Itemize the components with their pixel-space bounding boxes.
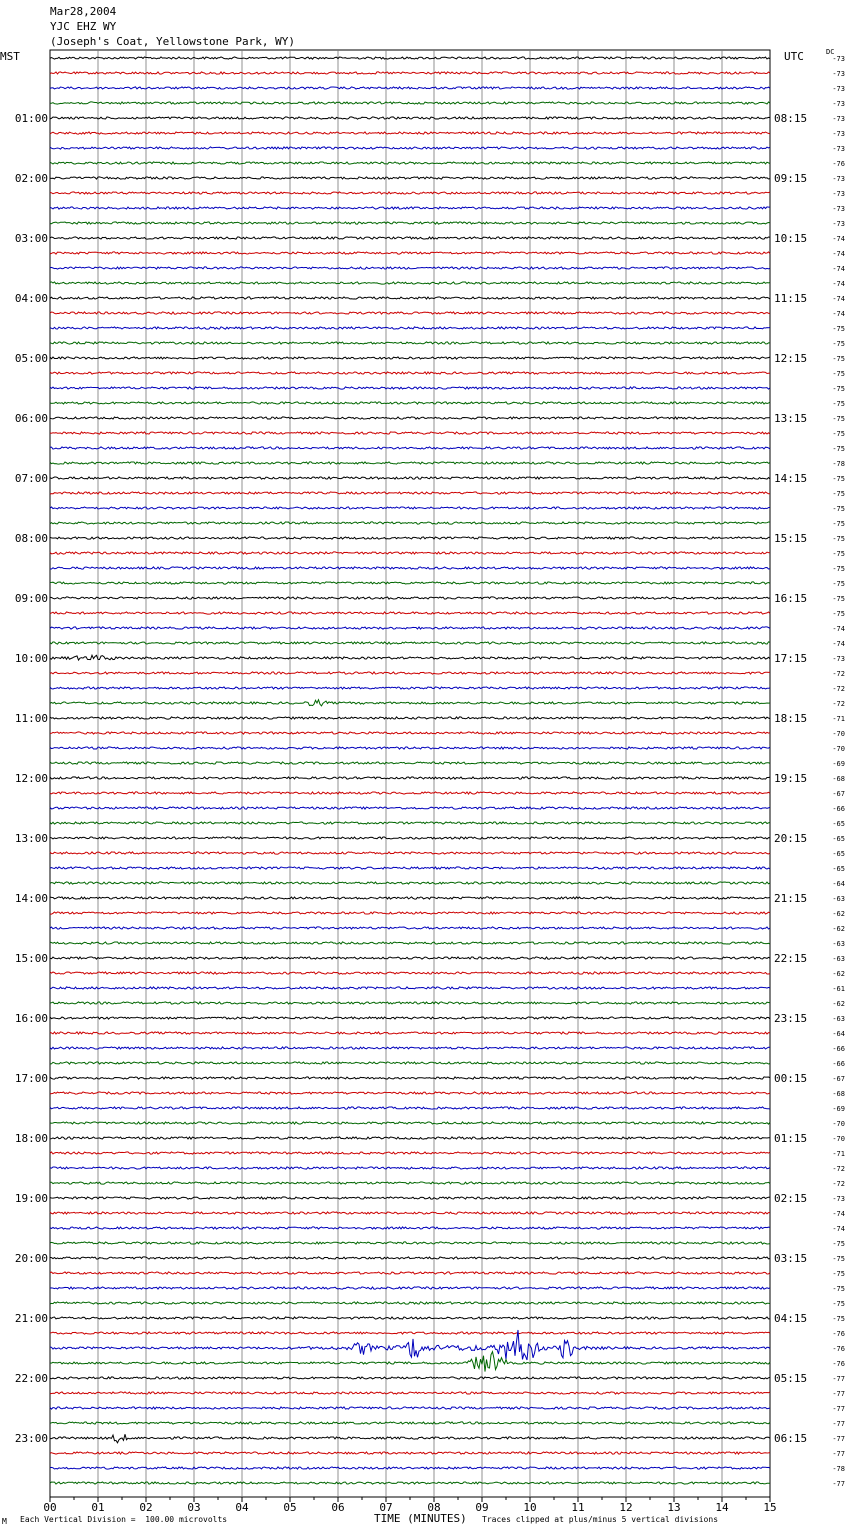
seismic-trace bbox=[50, 522, 770, 524]
seismic-trace bbox=[50, 1392, 770, 1394]
dc-offset-label: -74 bbox=[832, 295, 845, 303]
x-tick-label: 04 bbox=[235, 1501, 249, 1514]
dc-offset-label: -75 bbox=[832, 610, 845, 618]
utc-hour-label: 20:15 bbox=[774, 832, 808, 845]
dc-offset-label: -75 bbox=[832, 400, 845, 408]
dc-offset-label: -75 bbox=[832, 355, 845, 363]
dc-offset-label: -74 bbox=[832, 310, 845, 318]
seismic-trace bbox=[50, 57, 770, 59]
dc-offset-label: -75 bbox=[832, 1285, 845, 1293]
dc-offset-label: -76 bbox=[832, 160, 845, 168]
seismic-trace bbox=[50, 1077, 770, 1079]
dc-offset-label: -74 bbox=[832, 250, 845, 258]
mst-hour-label: 16:00 bbox=[14, 1012, 48, 1025]
seismic-trace bbox=[50, 1107, 770, 1109]
x-tick-label: 11 bbox=[571, 1501, 585, 1514]
mst-label: MST bbox=[0, 50, 20, 63]
dc-offset-label: -75 bbox=[832, 550, 845, 558]
station-code: YJC EHZ WY bbox=[50, 20, 117, 33]
dc-offset-label: -69 bbox=[832, 1105, 845, 1113]
dc-offset-label: -74 bbox=[832, 1225, 845, 1233]
utc-hour-label: 02:15 bbox=[774, 1192, 808, 1205]
dc-offset-label: -64 bbox=[832, 1030, 845, 1038]
dc-offset-label: -73 bbox=[832, 1195, 845, 1203]
utc-hour-label: 10:15 bbox=[774, 232, 808, 245]
mst-hour-label: 13:00 bbox=[14, 832, 48, 845]
x-tick-label: 06 bbox=[331, 1501, 345, 1514]
dc-offset-label: -69 bbox=[832, 760, 845, 768]
seismic-trace bbox=[50, 1257, 770, 1259]
seismic-trace bbox=[50, 732, 770, 734]
dc-offset-label: -64 bbox=[832, 880, 845, 888]
dc-offset-label: -63 bbox=[832, 1015, 845, 1023]
seismic-trace bbox=[50, 927, 770, 929]
dc-offset-label: -68 bbox=[832, 1090, 845, 1098]
helicorder-date: Mar28,2004 bbox=[50, 5, 117, 18]
utc-hour-label: 16:15 bbox=[774, 592, 808, 605]
seismic-trace bbox=[50, 1197, 770, 1199]
utc-hour-label: 19:15 bbox=[774, 772, 808, 785]
utc-hour-label: 08:15 bbox=[774, 112, 808, 125]
dc-offset-label: -75 bbox=[832, 445, 845, 453]
seismic-trace bbox=[50, 432, 770, 434]
seismic-trace bbox=[50, 162, 770, 164]
seismic-trace bbox=[50, 1467, 770, 1469]
dc-offset-label: -73 bbox=[832, 55, 845, 63]
dc-offset-label: -75 bbox=[832, 370, 845, 378]
mst-hour-label: 07:00 bbox=[14, 472, 48, 485]
seismic-trace bbox=[50, 717, 770, 719]
seismic-trace bbox=[50, 777, 770, 779]
seismic-trace bbox=[50, 700, 770, 706]
dc-offset-label: -73 bbox=[832, 205, 845, 213]
utc-hour-label: 05:15 bbox=[774, 1372, 808, 1385]
dc-offset-label: -72 bbox=[832, 670, 845, 678]
dc-offset-label: -75 bbox=[832, 1270, 845, 1278]
x-tick-label: 07 bbox=[379, 1501, 393, 1514]
dc-offset-label: -62 bbox=[832, 1000, 845, 1008]
dc-offset-label: -75 bbox=[832, 1240, 845, 1248]
seismic-trace bbox=[50, 267, 770, 269]
dc-offset-label: -73 bbox=[832, 655, 845, 663]
dc-offset-label: -73 bbox=[832, 175, 845, 183]
seismic-trace bbox=[50, 807, 770, 809]
utc-hour-label: 03:15 bbox=[774, 1252, 808, 1265]
dc-offset-label: -76 bbox=[832, 1345, 845, 1353]
seismic-trace bbox=[50, 1407, 770, 1409]
mst-hour-label: 10:00 bbox=[14, 652, 48, 665]
utc-hour-label: 09:15 bbox=[774, 172, 808, 185]
dc-offset-label: -71 bbox=[832, 1150, 845, 1158]
seismic-trace bbox=[50, 957, 770, 959]
seismic-trace bbox=[50, 1422, 770, 1424]
seismic-trace bbox=[50, 1377, 770, 1379]
seismic-trace bbox=[50, 1047, 770, 1049]
dc-offset-label: -66 bbox=[832, 1060, 845, 1068]
x-tick-label: 12 bbox=[619, 1501, 633, 1514]
seismic-trace bbox=[50, 852, 770, 854]
seismic-trace bbox=[50, 252, 770, 254]
seismic-trace bbox=[50, 567, 770, 569]
seismic-trace bbox=[50, 177, 770, 179]
mst-hour-label: 23:00 bbox=[14, 1432, 48, 1445]
dc-offset-label: -77 bbox=[832, 1435, 845, 1443]
dc-offset-label: -75 bbox=[832, 595, 845, 603]
dc-offset-label: -73 bbox=[832, 190, 845, 198]
seismic-trace bbox=[50, 132, 770, 134]
seismic-trace bbox=[50, 672, 770, 674]
x-tick-label: 10 bbox=[523, 1501, 537, 1514]
utc-hour-label: 12:15 bbox=[774, 352, 808, 365]
dc-offset-label: -70 bbox=[832, 745, 845, 753]
seismic-trace bbox=[50, 1330, 770, 1360]
seismic-trace bbox=[50, 1317, 770, 1319]
dc-offset-label: -74 bbox=[832, 1210, 845, 1218]
mst-hour-label: 11:00 bbox=[14, 712, 48, 725]
seismic-trace bbox=[50, 912, 770, 914]
dc-offset-label: -74 bbox=[832, 625, 845, 633]
seismic-trace bbox=[50, 687, 770, 689]
seismic-trace bbox=[50, 1032, 770, 1034]
utc-label: UTC bbox=[784, 50, 804, 63]
dc-offset-label: -70 bbox=[832, 730, 845, 738]
seismic-trace bbox=[50, 1272, 770, 1274]
dc-offset-label: -66 bbox=[832, 1045, 845, 1053]
seismic-trace bbox=[50, 207, 770, 209]
seismic-trace bbox=[50, 477, 770, 479]
mst-hour-label: 03:00 bbox=[14, 232, 48, 245]
seismic-trace bbox=[50, 222, 770, 224]
seismic-trace bbox=[50, 447, 770, 449]
seismic-trace bbox=[50, 655, 770, 660]
seismic-trace bbox=[50, 612, 770, 614]
seismic-trace bbox=[50, 882, 770, 884]
utc-hour-label: 06:15 bbox=[774, 1432, 808, 1445]
x-tick-label: 14 bbox=[715, 1501, 729, 1514]
dc-offset-label: -75 bbox=[832, 1300, 845, 1308]
dc-offset-label: -73 bbox=[832, 145, 845, 153]
dc-offset-label: -65 bbox=[832, 820, 845, 828]
seismic-trace bbox=[50, 192, 770, 194]
seismic-trace bbox=[50, 582, 770, 584]
seismic-trace bbox=[50, 117, 770, 119]
x-tick-label: 01 bbox=[91, 1501, 105, 1514]
utc-hour-label: 18:15 bbox=[774, 712, 808, 725]
dc-offset-label: -75 bbox=[832, 1315, 845, 1323]
dc-offset-label: -73 bbox=[832, 220, 845, 228]
mst-hour-label: 22:00 bbox=[14, 1372, 48, 1385]
x-tick-label: 08 bbox=[427, 1501, 441, 1514]
mst-hour-label: 21:00 bbox=[14, 1312, 48, 1325]
dc-offset-label: -75 bbox=[832, 520, 845, 528]
dc-offset-label: -77 bbox=[832, 1390, 845, 1398]
seismic-trace bbox=[50, 1287, 770, 1289]
seismic-trace bbox=[50, 507, 770, 509]
seismic-trace bbox=[50, 747, 770, 749]
dc-offset-label: -77 bbox=[832, 1375, 845, 1383]
dc-offset-label: -73 bbox=[832, 115, 845, 123]
seismic-trace bbox=[50, 297, 770, 299]
dc-offset-label: -78 bbox=[832, 460, 845, 468]
dc-offset-label: -63 bbox=[832, 955, 845, 963]
seismic-trace bbox=[50, 372, 770, 374]
utc-hour-label: 04:15 bbox=[774, 1312, 808, 1325]
seismic-trace bbox=[50, 1092, 770, 1094]
utc-hour-label: 01:15 bbox=[774, 1132, 808, 1145]
seismic-trace bbox=[50, 1242, 770, 1244]
seismic-trace bbox=[50, 642, 770, 644]
mst-hour-label: 12:00 bbox=[14, 772, 48, 785]
dc-offset-label: -75 bbox=[832, 505, 845, 513]
dc-offset-label: -62 bbox=[832, 970, 845, 978]
x-tick-label: 15 bbox=[763, 1501, 777, 1514]
seismic-trace bbox=[50, 987, 770, 989]
seismic-trace bbox=[50, 972, 770, 974]
seismic-trace bbox=[50, 1182, 770, 1184]
dc-offset-label: -75 bbox=[832, 580, 845, 588]
clip-note: Traces clipped at plus/minus 5 vertical divisions bbox=[482, 1515, 719, 1524]
seismic-trace bbox=[50, 1017, 770, 1019]
seismic-trace bbox=[50, 1002, 770, 1004]
seismic-trace bbox=[50, 417, 770, 419]
dc-offset-label: -75 bbox=[832, 475, 845, 483]
utc-hour-label: 23:15 bbox=[774, 1012, 808, 1025]
x-tick-label: 13 bbox=[667, 1501, 681, 1514]
dc-offset-label: -74 bbox=[832, 280, 845, 288]
seismic-trace bbox=[50, 87, 770, 89]
dc-offset-label: -62 bbox=[832, 925, 845, 933]
dc-offset-label: -72 bbox=[832, 1165, 845, 1173]
dc-offset-label: -75 bbox=[832, 1255, 845, 1263]
seismic-trace bbox=[50, 1152, 770, 1154]
dc-offset-label: -75 bbox=[832, 385, 845, 393]
dc-offset-label: -77 bbox=[832, 1450, 845, 1458]
seismic-trace bbox=[50, 942, 770, 944]
mst-hour-label: 05:00 bbox=[14, 352, 48, 365]
dc-offset-label: -72 bbox=[832, 700, 845, 708]
seismic-trace bbox=[50, 1137, 770, 1139]
x-tick-label: 09 bbox=[475, 1501, 489, 1514]
utc-hour-label: 13:15 bbox=[774, 412, 808, 425]
x-tick-label: 00 bbox=[43, 1501, 57, 1514]
vertical-scale-note: Each Vertical Division = 100.00 microvolts bbox=[20, 1515, 228, 1524]
seismic-trace bbox=[50, 282, 770, 284]
seismic-trace bbox=[50, 1227, 770, 1229]
dc-offset-label: -76 bbox=[832, 1360, 845, 1368]
utc-hour-label: 14:15 bbox=[774, 472, 808, 485]
dc-offset-label: -75 bbox=[832, 490, 845, 498]
seismic-trace bbox=[50, 792, 770, 794]
dc-offset-label: -65 bbox=[832, 850, 845, 858]
mst-hour-label: 01:00 bbox=[14, 112, 48, 125]
seismic-trace bbox=[50, 597, 770, 599]
seismic-trace bbox=[50, 1434, 770, 1443]
mst-hour-label: 19:00 bbox=[14, 1192, 48, 1205]
seismic-trace bbox=[50, 867, 770, 869]
mst-hour-label: 15:00 bbox=[14, 952, 48, 965]
seismic-trace bbox=[50, 402, 770, 404]
x-tick-label: 05 bbox=[283, 1501, 297, 1514]
seismic-trace bbox=[50, 837, 770, 839]
seismic-trace bbox=[50, 1212, 770, 1214]
seismic-trace bbox=[50, 1332, 770, 1334]
dc-offset-label: -72 bbox=[832, 1180, 845, 1188]
seismic-trace bbox=[50, 1302, 770, 1304]
seismic-trace bbox=[50, 387, 770, 389]
dc-offset-label: -75 bbox=[832, 430, 845, 438]
seismic-trace bbox=[50, 237, 770, 239]
dc-offset-label: -75 bbox=[832, 325, 845, 333]
dc-label: DC bbox=[826, 48, 835, 56]
seismic-trace bbox=[50, 1452, 770, 1454]
dc-offset-label: -61 bbox=[832, 985, 845, 993]
seismic-trace bbox=[50, 897, 770, 899]
dc-offset-label: -71 bbox=[832, 715, 845, 723]
seismic-trace bbox=[50, 72, 770, 74]
x-axis-title: TIME (MINUTES) bbox=[374, 1512, 467, 1525]
dc-offset-label: -67 bbox=[832, 1075, 845, 1083]
utc-hour-label: 22:15 bbox=[774, 952, 808, 965]
dc-offset-label: -63 bbox=[832, 895, 845, 903]
dc-offset-label: -73 bbox=[832, 130, 845, 138]
dc-offset-label: -74 bbox=[832, 235, 845, 243]
seismic-trace bbox=[50, 357, 770, 359]
mst-hour-label: 09:00 bbox=[14, 592, 48, 605]
dc-offset-label: -73 bbox=[832, 70, 845, 78]
dc-offset-label: -75 bbox=[832, 415, 845, 423]
mst-hour-label: 14:00 bbox=[14, 892, 48, 905]
dc-offset-label: -72 bbox=[832, 685, 845, 693]
utc-hour-label: 00:15 bbox=[774, 1072, 808, 1085]
dc-offset-label: -74 bbox=[832, 640, 845, 648]
seismic-trace bbox=[50, 822, 770, 824]
dc-offset-label: -74 bbox=[832, 265, 845, 273]
dc-offset-label: -76 bbox=[832, 1330, 845, 1338]
dc-offset-label: -66 bbox=[832, 805, 845, 813]
station-location: (Joseph's Coat, Yellowstone Park, WY) bbox=[50, 35, 296, 48]
dc-offset-label: -77 bbox=[832, 1480, 845, 1488]
seismic-trace bbox=[50, 762, 770, 764]
dc-offset-label: -65 bbox=[832, 865, 845, 873]
seismic-trace bbox=[50, 1122, 770, 1124]
seismic-trace bbox=[50, 462, 770, 464]
seismic-trace bbox=[50, 627, 770, 629]
seismic-trace bbox=[50, 537, 770, 539]
dc-offset-label: -65 bbox=[832, 835, 845, 843]
dc-offset-label: -68 bbox=[832, 775, 845, 783]
dc-offset-label: -70 bbox=[832, 1120, 845, 1128]
seismic-trace bbox=[50, 147, 770, 149]
mst-hour-label: 04:00 bbox=[14, 292, 48, 305]
footer-mark: M bbox=[2, 1517, 7, 1526]
seismic-trace bbox=[50, 312, 770, 314]
utc-hour-label: 21:15 bbox=[774, 892, 808, 905]
seismic-trace bbox=[50, 1167, 770, 1169]
mst-hour-label: 06:00 bbox=[14, 412, 48, 425]
dc-offset-label: -62 bbox=[832, 910, 845, 918]
seismic-trace bbox=[50, 1482, 770, 1484]
dc-offset-label: -77 bbox=[832, 1420, 845, 1428]
utc-hour-label: 11:15 bbox=[774, 292, 808, 305]
x-tick-label: 02 bbox=[139, 1501, 153, 1514]
dc-offset-label: -67 bbox=[832, 790, 845, 798]
dc-offset-label: -77 bbox=[832, 1405, 845, 1413]
seismic-trace bbox=[50, 1062, 770, 1064]
dc-offset-label: -63 bbox=[832, 940, 845, 948]
seismic-trace bbox=[50, 342, 770, 344]
dc-offset-label: -70 bbox=[832, 1135, 845, 1143]
mst-hour-label: 08:00 bbox=[14, 532, 48, 545]
mst-hour-label: 17:00 bbox=[14, 1072, 48, 1085]
dc-offset-label: -78 bbox=[832, 1465, 845, 1473]
mst-hour-label: 02:00 bbox=[14, 172, 48, 185]
dc-offset-label: -75 bbox=[832, 565, 845, 573]
dc-offset-label: -73 bbox=[832, 85, 845, 93]
seismic-trace bbox=[50, 492, 770, 494]
mst-hour-label: 18:00 bbox=[14, 1132, 48, 1145]
dc-offset-label: -73 bbox=[832, 100, 845, 108]
utc-hour-label: 17:15 bbox=[774, 652, 808, 665]
seismic-trace bbox=[50, 102, 770, 104]
seismic-trace bbox=[50, 327, 770, 329]
dc-offset-label: -75 bbox=[832, 340, 845, 348]
x-tick-label: 03 bbox=[187, 1501, 201, 1514]
dc-offset-label: -75 bbox=[832, 535, 845, 543]
utc-hour-label: 15:15 bbox=[774, 532, 808, 545]
seismic-trace bbox=[50, 552, 770, 554]
mst-hour-label: 20:00 bbox=[14, 1252, 48, 1265]
